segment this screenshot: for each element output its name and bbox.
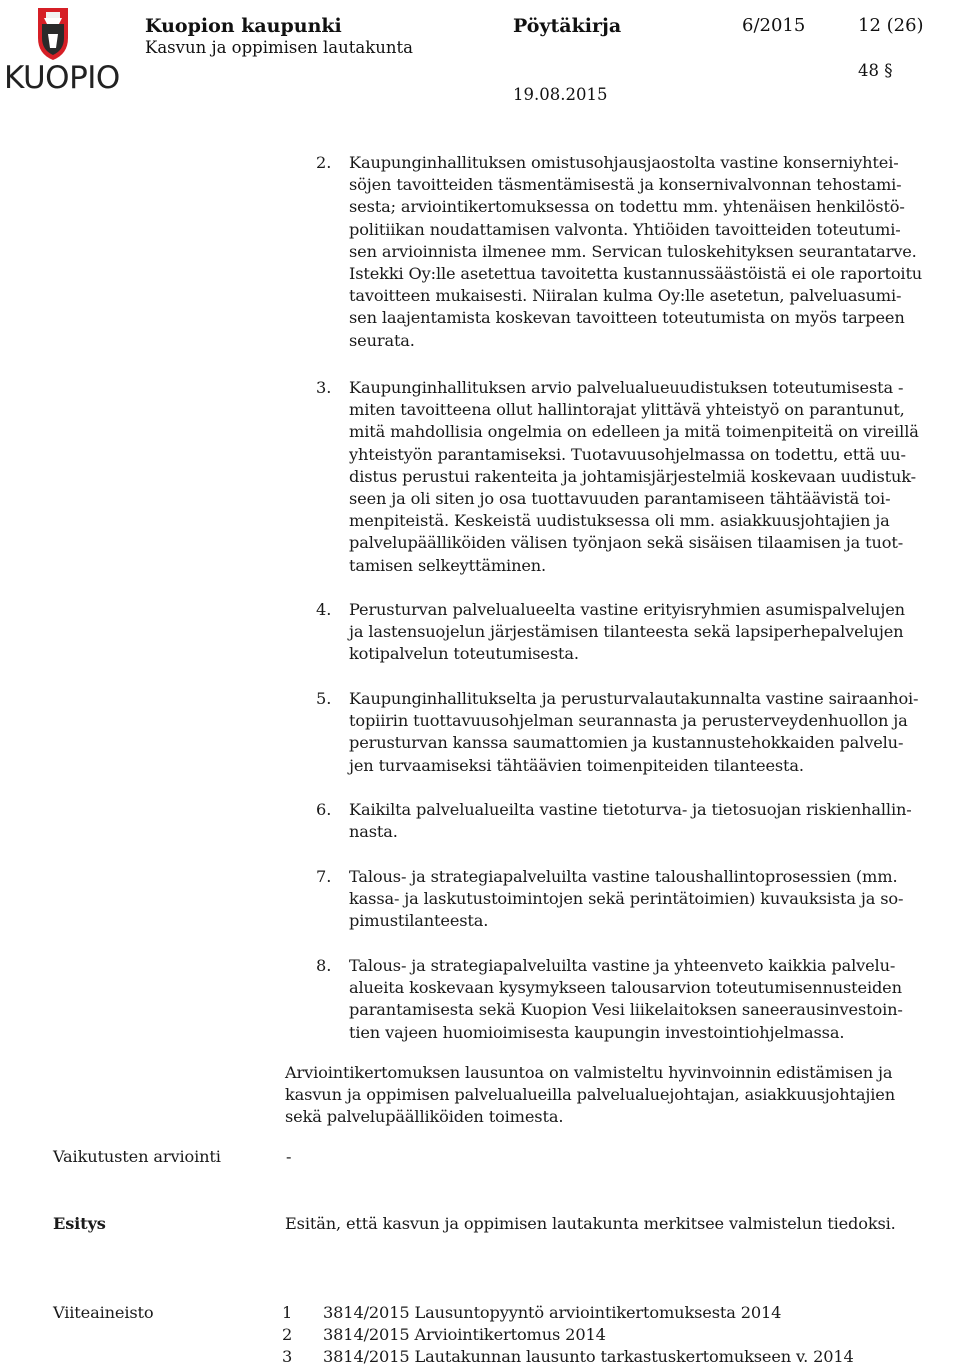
reference-text: 3814/2015 Lautakunnan lausunto tarkastuskertomukseen v. 2014 — [323, 1347, 854, 1366]
document-type: Pöytäkirja — [513, 15, 622, 37]
logo-wordmark: KUOPIO — [4, 60, 120, 96]
text-line: ja lastensuojelun järjestämisen tilanteesta sekä lapsiperhepalvelujen — [349, 622, 904, 642]
text-line: parantamisesta sekä Kuopion Vesi liikelaitoksen saneerausinvestoin- — [349, 1000, 903, 1020]
reference-number: 3 — [282, 1347, 293, 1366]
item-number: 2. — [316, 153, 332, 172]
item-number: 7. — [316, 867, 332, 886]
item-text — [349, 152, 960, 352]
reference-number: 2 — [282, 1325, 293, 1344]
item-text — [349, 599, 960, 666]
coat-of-arms-icon — [4, 4, 102, 64]
item-number: 5. — [316, 689, 332, 708]
text-line: topiirin tuottavuusohjelman seurannasta ja perusterveydenhuollon ja — [349, 711, 908, 731]
text-line: pimustilanteesta. — [349, 911, 489, 931]
item-text — [349, 866, 960, 933]
text-line: Kaupunginhallituksen omistusohjausjaostolta vastine konserniyhtei- — [349, 153, 899, 172]
text-line: tavoitteen mukaisesti. Niiralan kulma Oy:lle asetetun, palveluasumi- — [349, 286, 902, 306]
impact-value: - — [286, 1147, 292, 1166]
text-line: mitä mahdollisia ongelmia on edelleen ja mitä toimenpiteitä on vireillä — [349, 422, 919, 442]
item-text — [349, 688, 960, 777]
meeting-date: 19.08.2015 — [513, 85, 608, 104]
text-line: sen arvioinnista ilmenee mm. Servican tuloskehityksen seurantatarve. — [349, 241, 917, 261]
committee-name: Kasvun ja oppimisen lautakunta — [145, 38, 413, 57]
item-number: 6. — [316, 800, 332, 819]
text-line: yhteistyön parantamiseksi. Tuotavuusohjelmassa on todettu, että uu- — [349, 444, 906, 464]
preparation-paragraph — [285, 1062, 957, 1129]
section-number: 48 § — [858, 61, 893, 80]
text-line: menpiteistä. Keskeistä uudistuksessa oli mm. asiakkuusjohtajien ja — [349, 511, 890, 531]
item-number: 8. — [316, 956, 332, 975]
references-label: Viiteaineisto — [53, 1303, 154, 1322]
impact-label: Vaikutusten arviointi — [53, 1147, 221, 1166]
page-number: 12 (26) — [858, 15, 924, 36]
reference-text: 3814/2015 Arviointikertomus 2014 — [323, 1325, 606, 1344]
text-line: sesta; arviointikertomuksessa on todettu mm. yhtenäisen henkilöstö- — [349, 197, 905, 217]
text-line: miten tavoitteena ollut hallintorajat ylittävä yhteistyö on parantunut, — [349, 400, 905, 420]
text-line: Kaupunginhallituksen arvio palvelualueuudistuksen toteutumisesta - — [349, 378, 904, 397]
proposal-label: Esitys — [53, 1214, 106, 1233]
reference-number: 1 — [282, 1303, 293, 1322]
text-line: nasta. — [349, 822, 398, 842]
text-line: söjen tavoitteiden täsmentämisestä ja konsernivalvonnan tehostami- — [349, 175, 902, 195]
text-line: sekä palvelupäälliköiden toimesta. — [285, 1107, 564, 1127]
text-line: perusturvan kanssa saumattomien ja kustannustehokkaiden palvelu- — [349, 733, 904, 753]
text-line: Istekki Oy:lle asetettua tavoitetta kustannussäästöistä ei ole raportoitu — [349, 264, 923, 284]
text-line: Talous- ja strategiapalveluilta vastine taloushallintoprosessien (mm. — [349, 867, 898, 886]
proposal-text: Esitän, että kasvun ja oppimisen lautakunta merkitsee valmistelun tiedoksi. — [285, 1214, 896, 1233]
text-line: Perusturvan palvelualueelta vastine erityisryhmien asumispalvelujen — [349, 600, 905, 619]
text-line: kassa- ja laskutustoimintojen sekä perintätoimien) kuvauksista ja so- — [349, 889, 904, 909]
text-line: seurata. — [349, 330, 415, 350]
kuopio-logo — [4, 4, 120, 98]
text-line: politiikan noudattamisen valvonta. Yhtiöiden tavoitteiden toteutumi- — [349, 219, 901, 239]
text-line: sen laajentamista koskevan tavoitteen toteutumista on myös tarpeen — [349, 308, 905, 328]
text-line: kotipalvelun toteutumisesta. — [349, 644, 579, 664]
item-text — [349, 955, 960, 1044]
text-line: seen ja oli siten jo osa tuottavuuden parantamiseen tähtäävistä toi- — [349, 489, 891, 509]
item-number: 3. — [316, 378, 332, 397]
text-line: palvelupäälliköiden välisen työnjaon sekä sisäisen tilaamisen ja tuot- — [349, 533, 904, 553]
text-line: tien vajeen huomioimisesta kaupungin investointiohjelmassa. — [349, 1022, 845, 1042]
text-line: tamisen selkeyttäminen. — [349, 555, 547, 575]
text-line: alueita koskevaan kysymykseen talousarvion toteutumisennusteiden — [349, 978, 902, 998]
text-line: distus perustui rakenteita ja johtamisjärjestelmiä koskevaan uudistuk- — [349, 466, 916, 486]
text-line: Kaupunginhallitukselta ja perusturvalautakunnalta vastine sairaanhoi- — [349, 689, 919, 708]
item-text — [349, 799, 960, 843]
item-number: 4. — [316, 600, 332, 619]
text-line: kasvun ja oppimisen palvelualueilla palvelualuejohtajan, asiakkuusjohtajien — [285, 1085, 895, 1105]
text-line: Kaikilta palvelualueilta vastine tietoturva- ja tietosuojan riskienhallin- — [349, 800, 912, 819]
meeting-number: 6/2015 — [742, 15, 806, 36]
item-text — [349, 377, 960, 577]
text-line: jen turvaamiseksi tähtäävien toimenpiteiden tilanteesta. — [349, 755, 804, 775]
organization-name: Kuopion kaupunki — [145, 15, 342, 37]
reference-text: 3814/2015 Lausuntopyyntö arviointikertomuksesta 2014 — [323, 1303, 782, 1322]
text-line: Arviointikertomuksen lausuntoa on valmisteltu hyvinvoinnin edistämisen ja — [285, 1063, 893, 1082]
text-line: Talous- ja strategiapalveluilta vastine ja yhteenveto kaikkia palvelu- — [349, 956, 896, 975]
